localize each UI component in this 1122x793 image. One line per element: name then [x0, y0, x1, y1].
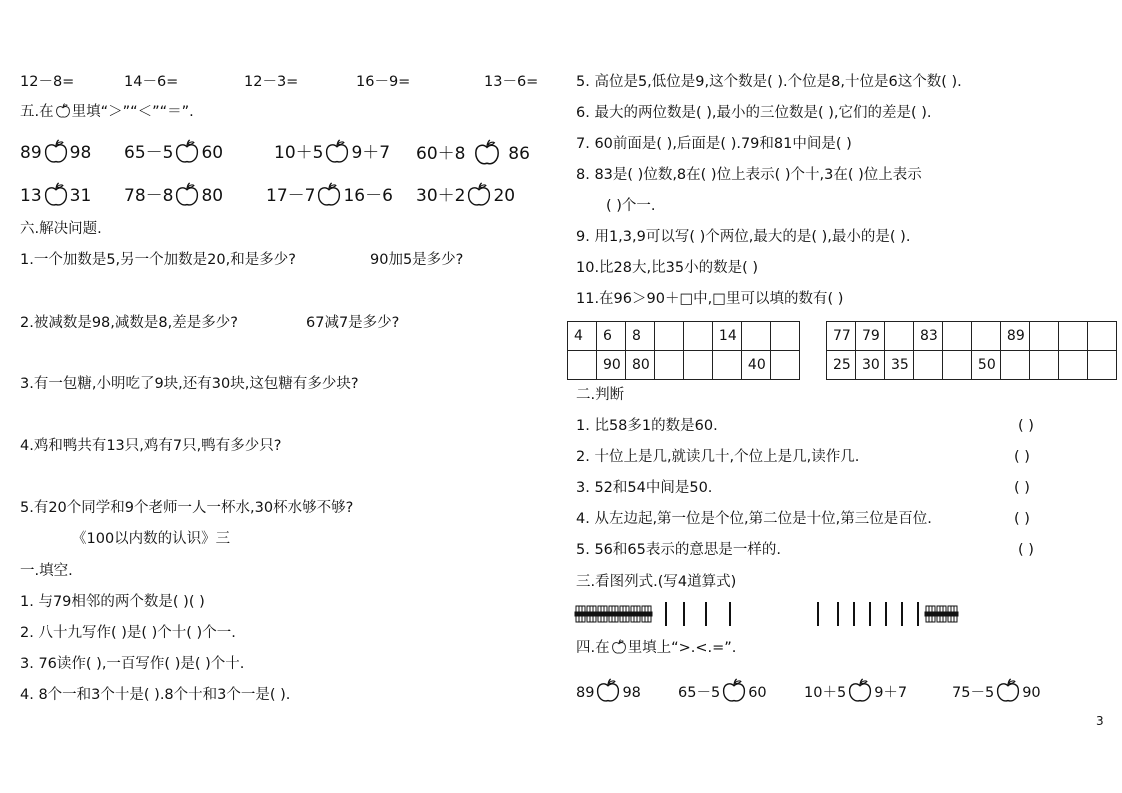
fill-9: 9. 用1,3,9可以写( )个两位,最大的是( ),最小的是( ). — [576, 229, 911, 245]
judge-answer-1[interactable]: ( ) — [1018, 418, 1034, 434]
question-1b: 90加5是多少? — [370, 252, 464, 268]
section-6-title: 六.解决问题. — [20, 221, 102, 237]
judge-item-2: 2. 十位上是几,就读几十,个位上是几,读作几. — [576, 449, 860, 465]
apple-icon[interactable] — [43, 182, 69, 208]
table-cell[interactable] — [770, 351, 799, 380]
judge-answer-5[interactable]: ( ) — [1018, 542, 1034, 558]
fill-6: 6. 最大的两位数是( ),最小的三位数是( ),它们的差是( ). — [576, 105, 932, 121]
question-4: 4.鸡和鸭共有13只,鸡有7只,鸭有多少只? — [20, 438, 282, 454]
judge-item-3: 3. 52和54中间是50. — [576, 480, 713, 496]
table-cell[interactable] — [568, 351, 597, 380]
compare-item: 75－5 90 — [952, 678, 1041, 704]
table-cell[interactable] — [884, 322, 913, 351]
compare-item: 78－8 80 — [124, 182, 223, 208]
table-cell[interactable]: 83 — [913, 322, 942, 351]
table-cell[interactable]: 30 — [855, 351, 884, 380]
bundle-icon — [925, 606, 958, 622]
compare-item: 30＋2 20 — [416, 182, 515, 208]
apple-icon[interactable] — [595, 678, 621, 704]
table-cell[interactable] — [942, 322, 971, 351]
calc-5: 13－6= — [484, 74, 539, 90]
table-cell[interactable] — [971, 322, 1000, 351]
table-cell[interactable] — [1029, 351, 1058, 380]
table-cell[interactable]: 77 — [827, 322, 856, 351]
apple-icon — [55, 103, 71, 119]
apple-icon[interactable] — [472, 139, 502, 167]
table-cell[interactable]: 50 — [971, 351, 1000, 380]
apple-icon[interactable] — [174, 182, 200, 208]
question-5: 5.有20个同学和9个老师一人一杯水,30杯水够不够? — [20, 500, 354, 516]
calc-2: 14－6= — [124, 74, 179, 90]
table-cell[interactable] — [654, 322, 683, 351]
fill-8a: 8. 83是( )位数,8在( )位上表示( )个十,3在( )位上表示 — [576, 167, 922, 183]
number-table-right — [826, 321, 1117, 380]
fill-section-title: 一.填空. — [20, 563, 73, 579]
table-cell[interactable] — [1058, 351, 1087, 380]
bundles-and-sticks-figure — [574, 600, 966, 630]
apple-icon[interactable] — [174, 139, 200, 165]
judge-answer-3[interactable]: ( ) — [1014, 480, 1030, 496]
apple-icon[interactable] — [466, 182, 492, 208]
apple-icon[interactable] — [721, 678, 747, 704]
apple-icon[interactable] — [324, 139, 350, 165]
fill-10: 10.比28大,比35小的数是( ) — [576, 260, 758, 276]
fill-11: 11.在96＞90＋□中,□里可以填的数有( ) — [576, 291, 844, 307]
bundle-icon — [575, 606, 652, 622]
question-1a: 1.一个加数是5,另一个加数是20,和是多少? — [20, 252, 296, 268]
page-number: 3 — [1096, 714, 1104, 728]
fill-7: 7. 60前面是( ),后面是( ).79和81中间是( ) — [576, 136, 852, 152]
stick-icon — [666, 602, 918, 626]
section-5-title: 五.在 里填“＞”“＜”“＝”. — [20, 104, 194, 120]
table-cell[interactable] — [1087, 351, 1116, 380]
compare-item: 60＋8 86 — [416, 139, 530, 167]
fill-8b: ( )个一. — [606, 198, 656, 214]
unit-title: 《100以内数的认识》三 — [72, 531, 231, 547]
fill-2: 2. 八十九写作( )是( )个十( )个一. — [20, 625, 236, 641]
judge-item-5: 5. 56和65表示的意思是一样的. — [576, 542, 781, 558]
table-cell[interactable]: 89 — [1000, 322, 1029, 351]
compare-item: 89 98 — [20, 139, 91, 165]
picture-section-title: 三.看图列式.(写4道算式) — [576, 574, 737, 590]
fill-5: 5. 高位是5,低位是9,这个数是( ).个位是8,十位是6这个数( ). — [576, 74, 962, 90]
apple-icon[interactable] — [316, 182, 342, 208]
fill-4: 4. 8个一和3个十是( ).8个十和3个一是( ). — [20, 687, 291, 703]
judge-item-1: 1. 比58多1的数是60. — [576, 418, 718, 434]
table-cell[interactable] — [770, 322, 799, 351]
calc-3: 12－3= — [244, 74, 299, 90]
compare-item: 65－5 60 — [124, 139, 223, 165]
fill-1: 1. 与79相邻的两个数是( )( ) — [20, 594, 205, 610]
table-cell[interactable]: 14 — [712, 322, 741, 351]
table-cell[interactable] — [942, 351, 971, 380]
question-2b: 67减7是多少? — [306, 315, 400, 331]
apple-icon — [611, 639, 627, 655]
table-cell[interactable] — [913, 351, 942, 380]
table-cell[interactable]: 4 — [568, 322, 597, 351]
table-cell[interactable] — [712, 351, 741, 380]
table-cell[interactable]: 80 — [625, 351, 654, 380]
table-cell[interactable] — [741, 322, 770, 351]
table-cell[interactable] — [1087, 322, 1116, 351]
judge-section-title: 二.判断 — [576, 387, 625, 403]
apple-icon[interactable] — [995, 678, 1021, 704]
calc-4: 16－9= — [356, 74, 411, 90]
table-cell[interactable] — [1029, 322, 1058, 351]
judge-answer-2[interactable]: ( ) — [1014, 449, 1030, 465]
number-table-left — [567, 321, 800, 380]
table-cell[interactable]: 35 — [884, 351, 913, 380]
table-cell[interactable] — [1058, 322, 1087, 351]
section-4-title: 四.在 里填上“>.<.=”. — [576, 640, 737, 656]
fill-3: 3. 76读作( ),一百写作( )是( )个十. — [20, 656, 245, 672]
table-cell[interactable]: 40 — [741, 351, 770, 380]
table-cell[interactable]: 25 — [827, 351, 856, 380]
apple-icon[interactable] — [847, 678, 873, 704]
compare-item: 10＋5 9＋7 — [274, 139, 390, 165]
compare-item: 65－5 60 — [678, 678, 767, 704]
apple-icon[interactable] — [43, 139, 69, 165]
compare-item: 13 31 — [20, 182, 91, 208]
judge-item-4: 4. 从左边起,第一位是个位,第二位是十位,第三位是百位. — [576, 511, 932, 527]
question-2a: 2.被减数是98,减数是8,差是多少? — [20, 315, 238, 331]
table-cell[interactable] — [683, 322, 712, 351]
table-cell[interactable] — [683, 351, 712, 380]
judge-answer-4[interactable]: ( ) — [1014, 511, 1030, 527]
table-cell[interactable]: 90 — [596, 351, 625, 380]
question-3: 3.有一包糖,小明吃了9块,还有30块,这包糖有多少块? — [20, 376, 359, 392]
compare-item: 17－7 16－6 — [266, 182, 393, 208]
table-cell[interactable] — [1000, 351, 1029, 380]
table-cell[interactable]: 79 — [855, 322, 884, 351]
compare-item: 89 98 — [576, 678, 641, 704]
compare-item: 10＋5 9＋7 — [804, 678, 907, 704]
table-cell[interactable]: 6 — [596, 322, 625, 351]
table-cell[interactable]: 8 — [625, 322, 654, 351]
table-cell[interactable] — [654, 351, 683, 380]
calc-1: 12－8= — [20, 74, 75, 90]
